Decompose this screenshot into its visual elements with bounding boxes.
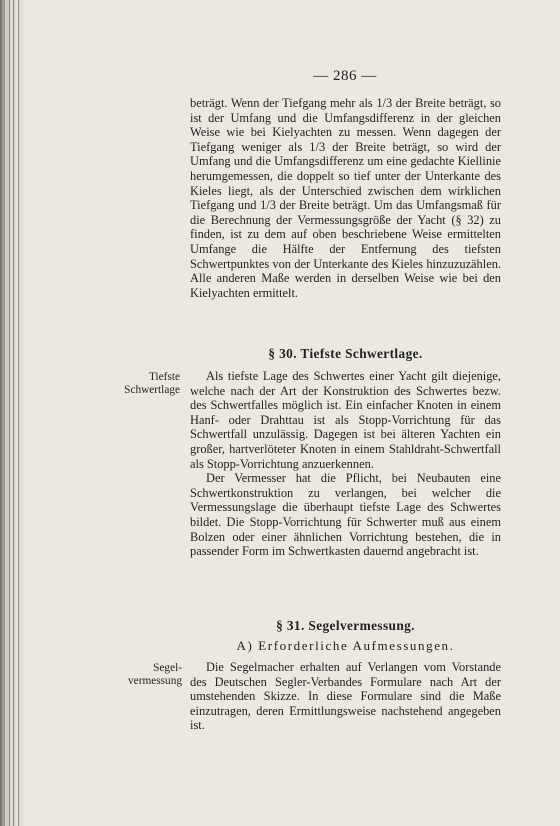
section-31-marginal-note bbox=[122, 662, 182, 687]
marginal-note-line: Tiefste bbox=[149, 371, 180, 383]
spine-edge-line bbox=[9, 0, 10, 826]
section-30-paragraph-2: Der Vermesser hat die Pflicht, bei Neubauten eine Schwertkonstruktion zu verlangen, bei welcher die Vermessungslage die überhaupt tiefste Lage des Schwertes bildet. Die Stopp-Vorrichtung für Schwerter muß aus einem Bolzen oder einer ähnlichen Vorrichtung bestehen, die in passender Form im Schwertkasten dauernd angebracht ist. bbox=[190, 471, 501, 559]
section-30-marginal-note bbox=[120, 371, 180, 396]
page-number: — 286 — bbox=[313, 68, 377, 84]
section-31-heading: § 31. Segelvermessung. bbox=[276, 618, 415, 633]
section-30-heading: § 30. Tiefste Schwertlage. bbox=[268, 346, 423, 361]
marginal-note-line: Segel- bbox=[153, 662, 182, 674]
spine-edge-line bbox=[4, 0, 5, 826]
spine-edge-line bbox=[18, 0, 19, 826]
book-spine-shadow bbox=[0, 0, 26, 826]
section-31-body bbox=[190, 660, 501, 733]
section-31-subheading: A) Erforderliche Aufmessungen. bbox=[236, 638, 455, 653]
intro-paragraph-text: beträgt. Wenn der Tiefgang mehr als 1/3 der Breite beträgt, so ist der Umfang und die Umfangsdifferenz in der gleichen Weise wie bei Kielyachten zu messen. Wenn dagegen der Tiefgang weniger als 1/3 der Breite beträgt, so wird der Umfang und die Umfangsdifferenz um eine gedachte Kiellinie herumgemessen, die doppelt so tief unter der Unterkante des Kieles liegt, als der Unterschied zwischen dem wirklichen Tiefgang und 1/3 der Breite beträgt. Um das Umfangsmaß für die Berechnung der Vermessungsgröße der Yacht (§ 32) zu finden, ist zu dem auf oben beschriebene Weise ermittelten Umfange die Hälfte der Entfernung des tiefsten Schwertpunktes von der Unterkante des Kieles hinzuzuzählen. Alle anderen Maße werden in derselben Weise wie bei den Kielyachten ermittelt. bbox=[190, 96, 501, 300]
marginal-note-line: Schwertlage bbox=[124, 383, 180, 396]
section-30-body bbox=[190, 369, 501, 559]
intro-paragraph bbox=[190, 96, 501, 300]
section-31-paragraph-1: Die Segelmacher erhalten auf Verlangen vom Vorstande des Deutschen Segler-Verbandes Formulare nach Art der umstehenden Skizze. In diese Formulare sind die Maße einzutragen, deren Ermittlungsweise nachstehend angegeben ist. bbox=[190, 660, 501, 733]
marginal-note-line: vermessung bbox=[128, 674, 182, 687]
section-30-paragraph-1: Als tiefste Lage des Schwertes einer Yacht gilt diejenige, welche nach der Art der Konstruktion des Schwertes bezw. des Schwertfalles möglich ist. Ein einfacher Knoten in einem Hanf- oder Drahttau ist als Stopp-Vorrichtung für das Schwertfall unzulässig. Dagegen ist bei älteren Yachten ein großer, hartverlöteter Knoten in einem Stahldraht-Schwertfall als Stopp-Vorrichtung anzuerkennen. bbox=[190, 369, 501, 471]
spine-edge-line bbox=[13, 0, 14, 826]
